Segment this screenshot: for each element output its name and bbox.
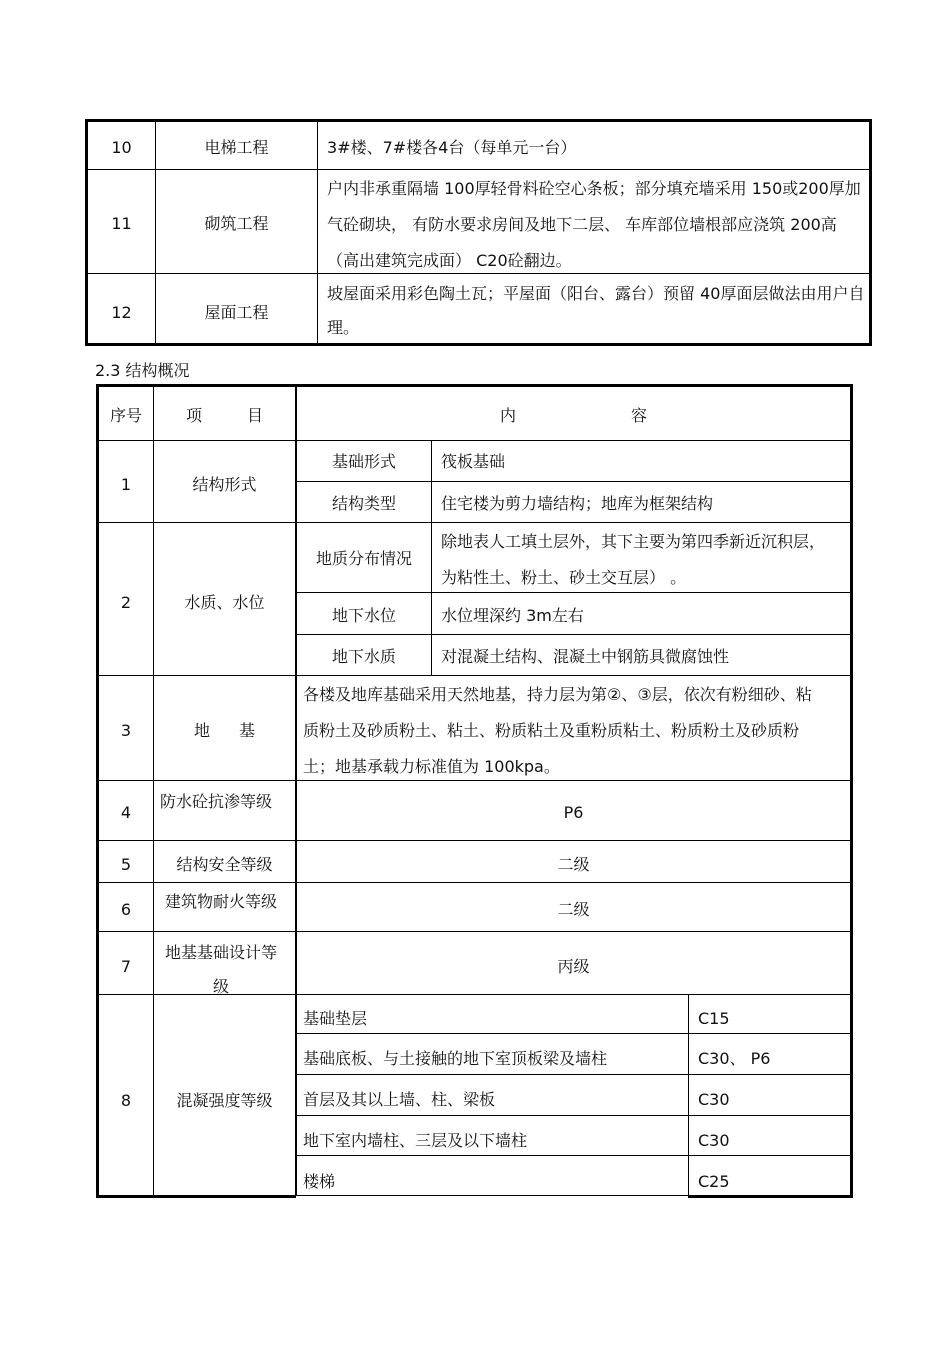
table-cell-number: 10	[111, 138, 132, 157]
sub-value: 对混凝土结构、混凝土中钢筋具微腐蚀性	[441, 647, 730, 666]
table-divider	[153, 386, 154, 1196]
sub-label: 地下水位	[331, 606, 396, 625]
row-item: 地基基础设计等级	[164, 943, 277, 996]
table-divider	[317, 120, 318, 345]
table-cell-content: 户内非承重隔墙 100厚轻骨料砼空心条板；部分填充墙采用 150或200厚加气砼砌块， 有防水要求房间及地下二层、 车库部位墙根部应浇筑 200高（高出建筑完成面） C20砼翻边。	[327, 179, 861, 270]
row-item: 防水砼抗渗等级	[160, 792, 273, 811]
header-number: 序号	[109, 406, 142, 425]
table-divider	[97, 931, 851, 932]
sub-value: 水位埋深约 3m左右	[441, 606, 584, 625]
header-item: 项 目	[185, 406, 264, 425]
table-divider	[97, 522, 851, 523]
row-item: 地 基	[193, 721, 256, 740]
row-number: 3	[120, 721, 132, 740]
table-divider	[296, 1115, 851, 1116]
table-border	[85, 119, 872, 122]
table-divider	[296, 1033, 851, 1034]
table-divider	[431, 440, 432, 675]
table-divider	[688, 994, 689, 1196]
sub-value: C30	[698, 1131, 730, 1150]
table-divider	[97, 840, 851, 841]
sub-value: C30	[698, 1090, 730, 1109]
sub-value: C25	[698, 1172, 730, 1191]
row-number: 1	[120, 475, 132, 494]
row-value: 丙级	[557, 957, 590, 976]
table-divider	[296, 481, 851, 482]
row-item: 结构形式	[192, 475, 257, 494]
table-cell-content: 坡屋面采用彩色陶土瓦；平屋面（阳台、露台）预留 40厚面层做法由用户自理。	[327, 284, 865, 337]
sub-value: 除地表人工填土层外，其下主要为第四季新近沉积层，为粘性土、粉土、砂土交互层） 。	[441, 532, 826, 587]
table-border	[96, 384, 853, 387]
sub-value: 住宅楼为剪力墙结构；地库为框架结构	[441, 494, 714, 513]
table-border	[850, 384, 853, 1198]
sub-value: 筏板基础	[441, 452, 506, 471]
sub-label: 基础底板、与土接触的地下室顶板梁及墙柱	[303, 1049, 608, 1068]
row-number: 6	[120, 900, 132, 919]
sub-label: 地下水质	[331, 647, 396, 666]
table-divider	[97, 675, 851, 676]
row-value: P6	[563, 803, 584, 822]
header-content: 内 容	[499, 406, 648, 425]
table-divider	[97, 440, 851, 441]
sub-label: 首层及其以上墙、柱、梁板	[303, 1090, 496, 1109]
row-number: 2	[120, 593, 132, 612]
table-border	[688, 1195, 853, 1198]
row-item: 混凝强度等级	[176, 1091, 273, 1110]
sub-value: C15	[698, 1009, 730, 1028]
table-cell-item: 砌筑工程	[204, 214, 269, 233]
row-number: 5	[120, 855, 132, 874]
row-item: 结构安全等级	[176, 855, 273, 874]
table-cell-number: 11	[111, 214, 132, 233]
sub-label: 楼梯	[303, 1172, 336, 1191]
table-cell-number: 12	[111, 303, 132, 322]
row-number: 4	[120, 803, 132, 822]
table-border	[869, 119, 872, 346]
sub-label: 基础垫层	[303, 1009, 368, 1028]
row-number: 7	[120, 957, 132, 976]
table-cell-content: 3#楼、7#楼各4台（每单元一台）	[327, 138, 577, 157]
sub-value: C30、 P6	[698, 1049, 771, 1068]
sub-label: 结构类型	[331, 494, 396, 513]
table-divider	[296, 1074, 851, 1075]
sub-label: 地下室内墙柱、三层及以下墙柱	[303, 1131, 528, 1150]
section-title: 2.3 结构概况	[95, 361, 190, 380]
row-value: 各楼及地库基础采用天然地基，持力层为第②、③层，依次有粉细砂、粘质粉土及砂质粉土、粘土、粉质粘土及重粉质粘土、粉质粉土及砂质粉土；地基承载力标准值为 100kpa。	[303, 685, 812, 776]
table-divider	[97, 882, 851, 883]
table-divider	[296, 634, 851, 635]
row-value: 二级	[557, 855, 590, 874]
row-item: 建筑物耐火等级	[164, 892, 277, 911]
table-border	[96, 1195, 296, 1198]
table-cell-item: 屋面工程	[204, 303, 269, 322]
row-value: 二级	[557, 900, 590, 919]
table-divider	[296, 1155, 851, 1156]
table-border	[96, 384, 99, 1198]
row-number: 8	[120, 1091, 132, 1110]
table-cell-item: 电梯工程	[204, 138, 269, 157]
row-item: 水质、水位	[184, 593, 265, 612]
table-divider	[86, 169, 871, 170]
sub-label: 基础形式	[331, 452, 396, 471]
table-divider	[296, 1195, 688, 1196]
sub-label: 地质分布情况	[315, 549, 412, 568]
